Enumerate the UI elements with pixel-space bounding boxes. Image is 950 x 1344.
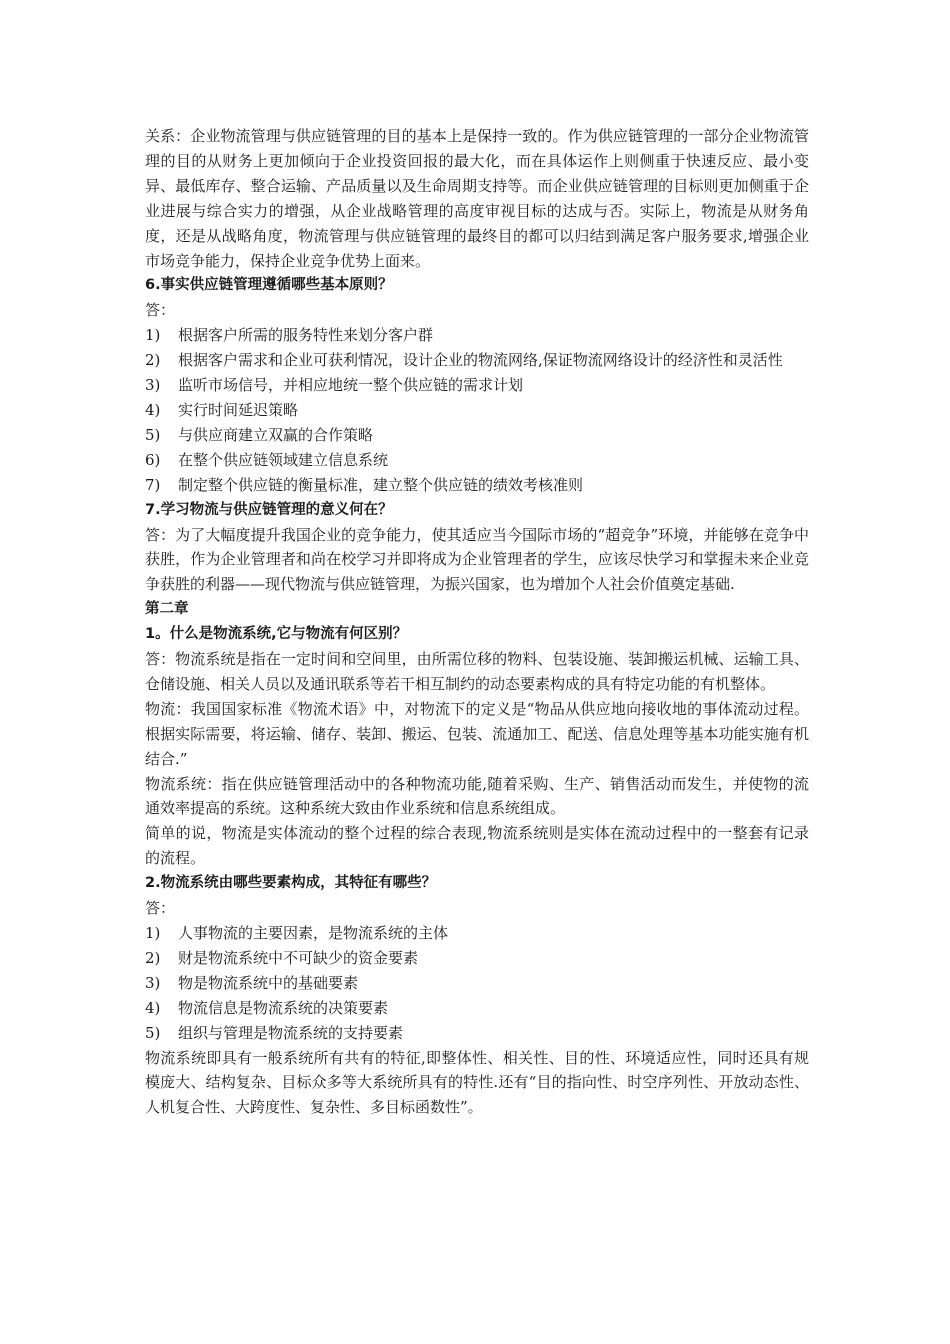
list-item-number: 1) — [145, 924, 161, 942]
paragraph: 答：物流系统是指在一定时间和空间里，由所需位移的物料、包装设施、装卸搬运机械、运输工具、仓储设施、相关人员以及通讯联系等若干相互制约的动态要素构成的具有特定功能的有机整体。 — [145, 650, 809, 693]
paragraph: 答： — [145, 899, 176, 918]
list-item — [145, 448, 809, 473]
list-item-number: 5) — [145, 1023, 161, 1042]
list-item-text: 根据客户所需的服务特性来划分客户群 — [178, 326, 434, 345]
paragraph: 关系：企业物流管理与供应链管理的目的基本上是保持一致的。作为供应链管理的一部分企业物流管理的目的从财务上更加倾向于企业投资回报的最大化，而在具体运作上则侧重于快速反应、最小变异、最低库存、整合运输、产品质量以及生命周期支持等。而企业供应链管理的目标则更加侧重于企业进展与综合实力的增强，从企业战略管理的高度审视目标的达成与否。实际上，物流是从财务角度，还是从战略角度，物流管理与供应链管理的最终目的都可以归结到满足客户服务要求,增强企业市场竞争能力，保持企业竞争优势上面来。 — [145, 127, 809, 270]
list-item — [145, 473, 809, 498]
paragraph: 答：为了大幅度提升我国企业的竞争能力，使其适应当今国际市场的“超竞争”环境，并能够在竞争中获胜，作为企业管理者和尚在校学习并即将成为企业管理者的学生，应该尽快学习和掌握未来企业竞争获胜的利器——现代物流与供应链管理，为振兴国家，也为增加个人社会价值奠定基础. — [145, 525, 809, 594]
paragraph: 答： — [145, 301, 176, 320]
list-item-number: 2) — [145, 948, 161, 967]
list-item-number: 3) — [145, 973, 161, 992]
list-item-number: 2) — [145, 351, 161, 370]
list-item-text: 根据客户需求和企业可获利情况，设计企业的物流网络,保证物流网络设计的经济性和灵活性 — [178, 351, 783, 370]
list-item — [145, 946, 809, 971]
list-item — [145, 348, 809, 373]
section-heading: 6.事实供应链管理遵循哪些基本原则？ — [145, 277, 393, 294]
list-item-text: 人事物流的主要因素，是物流系统的主体 — [178, 924, 449, 942]
list-item-number: 1) — [145, 326, 161, 345]
list-item — [145, 423, 809, 448]
list-item — [145, 323, 809, 348]
section-heading: 7.学习物流与供应链管理的意义何在？ — [145, 501, 393, 518]
section-heading: 1。什么是物流系统,它与物流有何区别？ — [145, 626, 408, 643]
list-item-text: 实行时间延迟策略 — [178, 400, 299, 419]
paragraph: 物流系统：指在供应链管理活动中的各种物流功能,随着采购、生产、销售活动而发生，并使物的流通效率提高的系统。这种系统大致由作业系统和信息系统组成。 — [145, 774, 809, 818]
list-item — [145, 921, 809, 946]
list-item-text: 在整个供应链领域建立信息系统 — [178, 450, 389, 469]
list-item-number: 7) — [145, 475, 161, 494]
list-item-text: 监听市场信号，并相应地统一整个供应链的需求计划 — [178, 376, 524, 395]
list-item — [145, 996, 809, 1021]
list-item-number: 3) — [145, 376, 161, 395]
section-heading: 第二章 — [145, 601, 189, 618]
list-item — [145, 373, 809, 398]
paragraph: 物流：我国国家标准《物流术语》中，对物流下的定义是“物品从供应地向接收地的事体流动过程。根据实际需要，将运输、储存、装卸、搬运、包装、流通加工、配送、信息处理等基本功能实施有机结合.” — [145, 699, 809, 768]
list-item-number: 4) — [145, 400, 161, 419]
list-item — [145, 398, 809, 423]
list-item-text: 组织与管理是物流系统的支持要素 — [178, 1023, 404, 1042]
list-item — [145, 971, 809, 996]
list-item-text: 制定整个供应链的衡量标准，建立整个供应链的绩效考核准则 — [178, 475, 584, 494]
list-item-number: 5) — [145, 425, 161, 444]
document-page — [145, 124, 809, 1120]
list-item-text: 物是物流系统中的基础要素 — [178, 973, 359, 992]
list-item-number: 4) — [145, 998, 161, 1017]
list-item-number: 6) — [145, 450, 161, 469]
list-item — [145, 1021, 809, 1046]
list-item-text: 物流信息是物流系统的决策要素 — [178, 998, 389, 1017]
paragraph: 物流系统即具有一般系统所有共有的特征,即整体性、相关性、目的性、环境适应性，同时还具有规模庞大、结构复杂、目标众多等大系统所具有的特性.还有“目的指向性、时空序列性、开放动态性、人机复合性、大跨度性、复杂性、多目标函数性”。 — [145, 1048, 809, 1117]
list-item-text: 财是物流系统中不可缺少的资金要素 — [178, 948, 419, 967]
paragraph: 简单的说，物流是实体流动的整个过程的综合表现,物流系统则是实体在流动过程中的一整套有记录的流程。 — [145, 824, 809, 868]
list-item-text: 与供应商建立双赢的合作策略 — [178, 425, 374, 444]
section-heading: 2.物流系统由哪些要素构成，其特征有哪些？ — [145, 875, 437, 892]
